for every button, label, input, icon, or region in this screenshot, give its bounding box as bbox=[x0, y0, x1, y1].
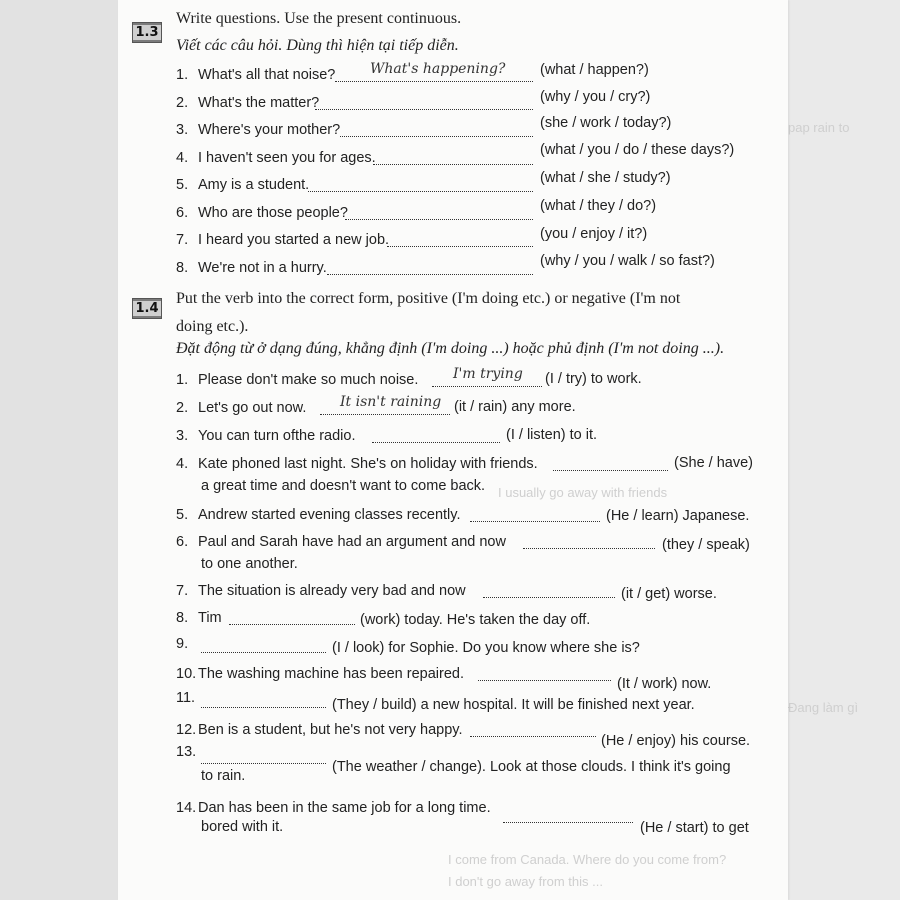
answer-blank[interactable] bbox=[503, 810, 633, 823]
answer-blank[interactable] bbox=[523, 536, 655, 549]
bleed-text: I come from Canada. Where do you come from? bbox=[448, 852, 727, 867]
exercise-item: 1. Please don't make so much noise. bbox=[176, 372, 419, 388]
verb-cue: (what / happen?) bbox=[540, 62, 649, 78]
exercise-item: 3. You can turn ofthe radio. bbox=[176, 428, 356, 444]
question-item: 1. What's all that noise? bbox=[176, 67, 336, 83]
verb-cue: (you / enjoy / it?) bbox=[540, 226, 648, 242]
exercise-title: Put the verb into the correct form, positive (I'm doing etc.) or negative (I'm not bbox=[176, 290, 681, 307]
exercise-item: 12. Ben is a student, but he's not very happy. bbox=[176, 722, 463, 738]
exercise-item: 7. The situation is already very bad and now bbox=[176, 583, 466, 599]
background-left bbox=[0, 0, 118, 900]
bleed-text: I don't go away from this ... bbox=[448, 874, 603, 889]
answer-blank[interactable] bbox=[372, 430, 500, 443]
answer-blank[interactable] bbox=[229, 612, 355, 625]
question-item: 3. Where's your mother? bbox=[176, 122, 341, 138]
exercise-item: 13. bbox=[176, 744, 197, 760]
answer-blank[interactable] bbox=[201, 751, 326, 764]
verb-cue: (He / enjoy) his course. bbox=[601, 733, 751, 749]
exercise-item: 6. Paul and Sarah have had an argument and now bbox=[176, 534, 506, 550]
question-item: 4. I haven't seen you for ages. bbox=[176, 150, 376, 166]
answer-blank[interactable] bbox=[345, 207, 533, 220]
handwritten-answer: It isn't raining bbox=[340, 394, 442, 410]
question-item: 2. What's the matter? bbox=[176, 95, 320, 111]
exercise-title-vi: Đặt động từ ở dạng đúng, khẳng định (I'm doing ...) hoặc phủ định (I'm not doing ...). bbox=[176, 340, 725, 357]
item-continuation: bored with it. bbox=[201, 819, 284, 835]
question-item: 5. Amy is a student. bbox=[176, 177, 310, 193]
exercise-title: doing etc.). bbox=[176, 318, 249, 335]
answer-blank[interactable] bbox=[340, 124, 533, 137]
question-item: 8. We're not in a hurry. bbox=[176, 260, 327, 276]
verb-cue: (it / get) worse. bbox=[621, 586, 717, 602]
bleed-text: Đang làm gì bbox=[788, 700, 859, 715]
item-continuation: a great time and doesn't want to come back. bbox=[201, 478, 486, 494]
handwritten-answer: What's happening? bbox=[370, 61, 506, 77]
exercise-item: 10. The washing machine has been repaired. bbox=[176, 666, 464, 682]
verb-cue: (I / look) for Sophie. Do you know where she is? bbox=[332, 640, 640, 656]
answer-blank[interactable] bbox=[483, 585, 615, 598]
verb-cue: (it / rain) any more. bbox=[454, 399, 576, 415]
exercise-number-badge: 1.3 bbox=[132, 22, 162, 43]
handwritten-answer: I'm trying bbox=[453, 366, 523, 382]
verb-cue: (why / you / cry?) bbox=[540, 89, 651, 105]
verb-cue: (what / you / do / these days?) bbox=[540, 142, 735, 158]
verb-cue: (I / listen) to it. bbox=[506, 427, 598, 443]
answer-blank[interactable] bbox=[315, 97, 533, 110]
exercise-item: 4. Kate phoned last night. She's on holiday with friends. bbox=[176, 456, 538, 472]
verb-cue: (what / they / do?) bbox=[540, 198, 657, 214]
answer-blank[interactable] bbox=[373, 152, 533, 165]
verb-cue: (work) today. He's taken the day off. bbox=[360, 612, 591, 628]
question-item: 7. I heard you started a new job. bbox=[176, 232, 390, 248]
verb-cue: (She / have) bbox=[674, 455, 753, 471]
exercise-item: 5. Andrew started evening classes recently. bbox=[176, 507, 461, 523]
verb-cue: (I / try) to work. bbox=[545, 371, 642, 387]
answer-blank[interactable] bbox=[201, 695, 326, 708]
verb-cue: (why / you / walk / so fast?) bbox=[540, 253, 715, 269]
verb-cue: (what / she / study?) bbox=[540, 170, 671, 186]
exercise-number-badge: 1.4 bbox=[132, 298, 162, 319]
verb-cue: (they / speak) bbox=[662, 537, 750, 553]
answer-blank[interactable] bbox=[470, 724, 596, 737]
exercise-title-vi: Viết các câu hỏi. Dùng thì hiện tại tiếp diễn. bbox=[176, 37, 459, 54]
answer-blank[interactable] bbox=[478, 668, 611, 681]
background-right bbox=[788, 0, 900, 900]
answer-blank[interactable] bbox=[327, 262, 533, 275]
item-continuation: to rain. bbox=[201, 768, 246, 784]
verb-cue: (They / build) a new hospital. It will be finished next year. bbox=[332, 697, 695, 713]
exercise-item: 9. bbox=[176, 636, 189, 652]
verb-cue: (It / work) now. bbox=[617, 676, 712, 692]
bleed-text: pap rain to bbox=[788, 120, 850, 135]
exercise-item: 11. bbox=[176, 690, 196, 706]
exercise-title: Write questions. Use the present continuous. bbox=[176, 10, 462, 27]
verb-cue: (He / start) to get bbox=[640, 820, 749, 836]
exercise-item: 8. Tim bbox=[176, 610, 222, 626]
verb-cue: (she / work / today?) bbox=[540, 115, 672, 131]
answer-blank[interactable] bbox=[308, 179, 533, 192]
item-continuation: to one another. bbox=[201, 556, 298, 572]
answer-blank[interactable] bbox=[553, 458, 668, 471]
bleed-text: I usually go away with friends bbox=[498, 485, 668, 500]
exercise-item: 2. Let's go out now. bbox=[176, 400, 307, 416]
verb-cue: (The weather / change). Look at those clouds. I think it's going bbox=[332, 759, 731, 775]
exercise-item: 14. Dan has been in the same job for a long time. bbox=[176, 800, 491, 816]
question-item: 6. Who are those people? bbox=[176, 205, 348, 221]
answer-blank[interactable] bbox=[470, 509, 600, 522]
verb-cue: (He / learn) Japanese. bbox=[606, 508, 750, 524]
answer-blank[interactable] bbox=[201, 640, 326, 653]
answer-blank[interactable] bbox=[387, 234, 533, 247]
